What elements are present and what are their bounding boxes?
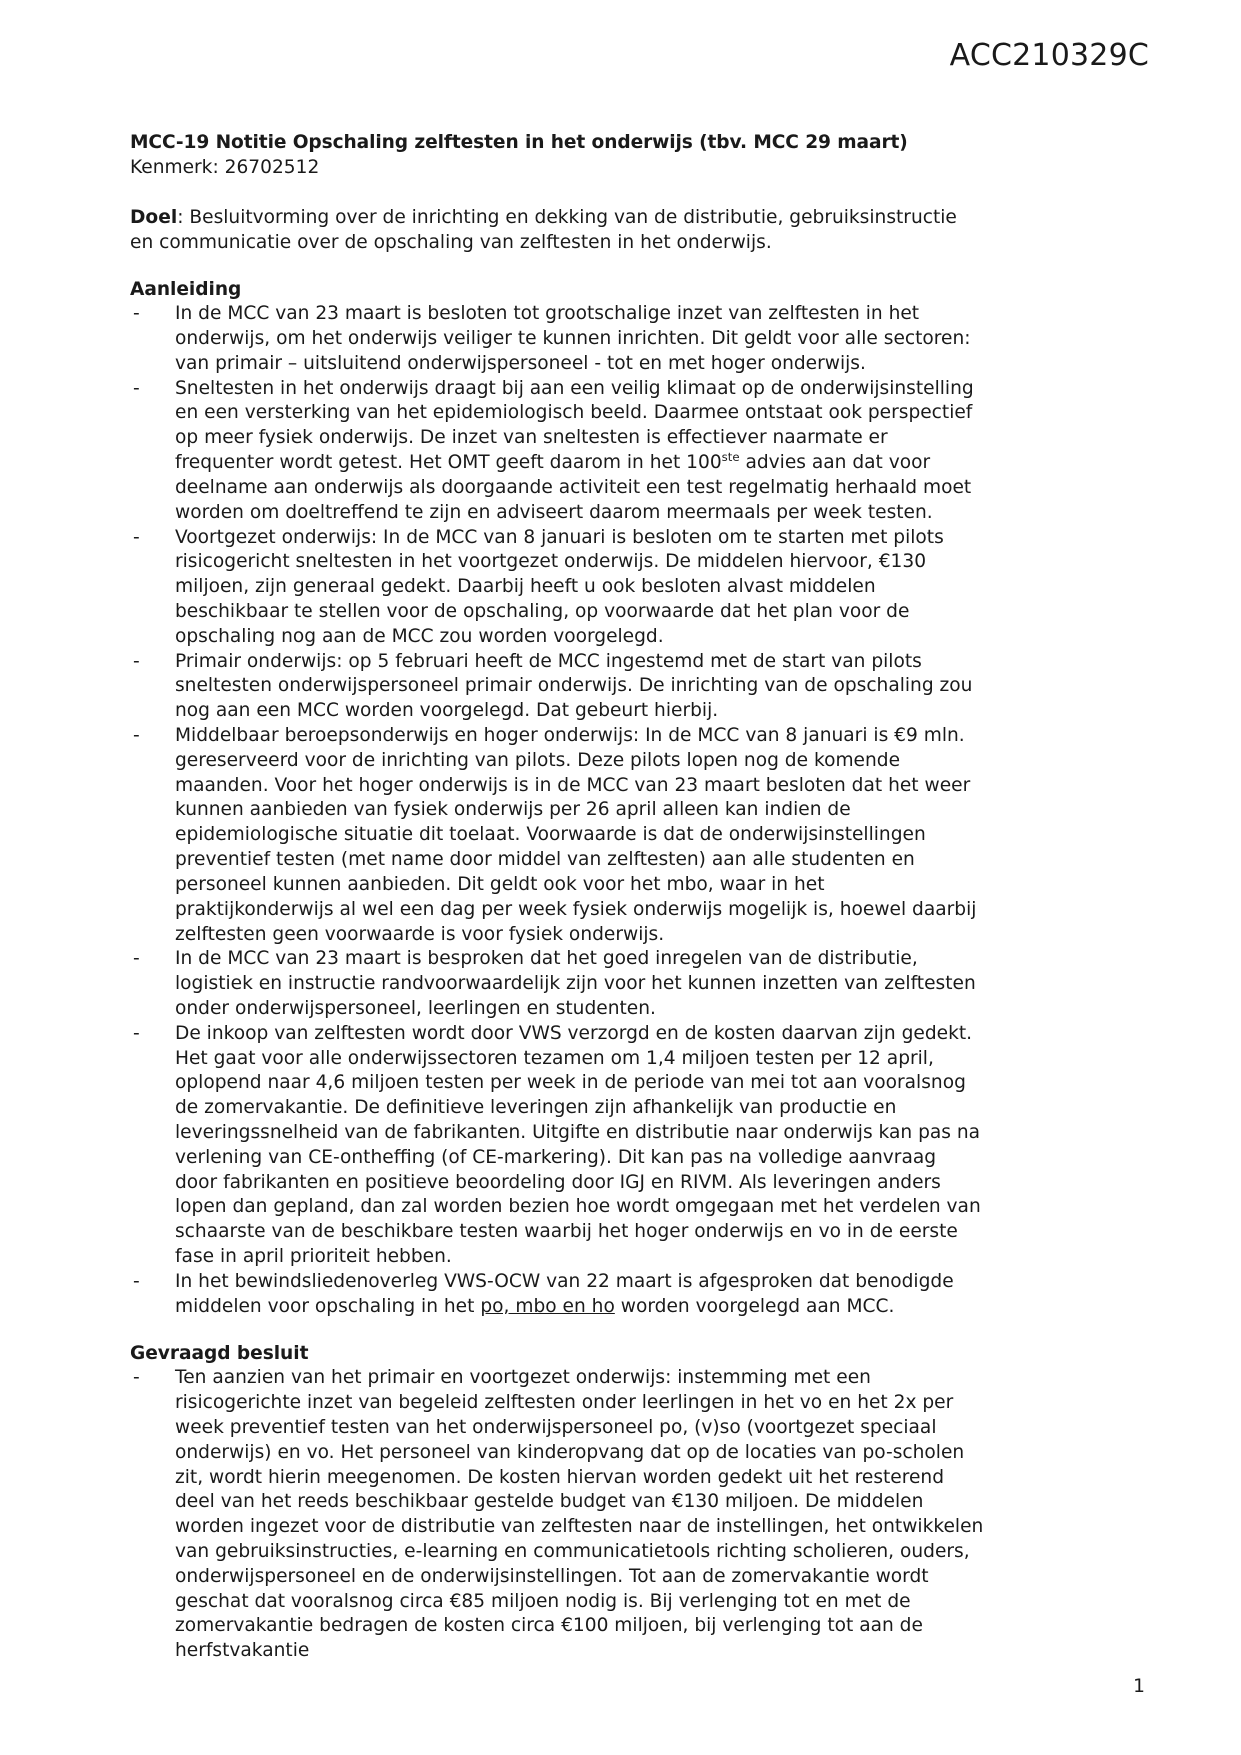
spacer: [130, 1320, 984, 1342]
list-item: [130, 1366, 984, 1664]
list-item: [130, 947, 984, 1021]
list-item-text: In de MCC van 23 maart is besproken dat het goed inregelen van de distributie, logistiek en instructie randvoorwaardelijk zijn voor het kunnen inzetten van zelftesten onder onderwijspersoneel, leerlingen en studenten.: [175, 948, 976, 1019]
list-item: [130, 302, 984, 376]
list-item-text: In de MCC van 23 maart is besloten tot grootschalige inzet van zelftesten in het onderwijs, om het onderwijs veiliger te kunnen inrichten. Dit geldt voor alle sectoren: van primair – uitsluitend onderwijspersoneel - tot en met hoger onderwijs.: [175, 303, 971, 374]
list-item-text: worden voorgelegd aan MCC.: [614, 1295, 895, 1317]
spacer: [130, 180, 984, 206]
dash-bullet-icon: -: [133, 1270, 140, 1292]
dash-bullet-icon: -: [133, 948, 140, 970]
purpose-paragraph: [130, 206, 984, 255]
dash-bullet-icon: -: [133, 1367, 140, 1389]
list-item: [130, 650, 984, 724]
document-code-header: ACC210329C: [949, 38, 1149, 73]
section-heading: Aanleiding: [130, 278, 242, 300]
list-item-text: In het bewindsliedenoverleg VWS-OCW van 22 maart is afgesproken dat benodigde middelen voor opschaling in het: [175, 1270, 954, 1317]
list-item: [130, 1270, 984, 1320]
page-title: MCC-19 Notitie Opschaling zelftesten in het onderwijs (tbv. MCC 29 maart): [130, 132, 908, 153]
list-item: [130, 377, 984, 526]
bullet-list: [130, 1366, 984, 1664]
dash-bullet-icon: -: [133, 650, 140, 672]
purpose-label: Doel: [130, 207, 178, 229]
bullet-list: [130, 302, 984, 1319]
list-item-text: Sneltesten in het onderwijs draagt bij aan een veilig klimaat op de onderwijsinstelling en een versterking van het epidemiologisch beeld. Daarmee ontstaat ook perspectief op meer fysiek onderwijs. De inzet van sneltesten is effectiever naarmate er frequenter wordt getest. Het OMT geeft daarom in het 100: [175, 377, 974, 474]
spacer: [130, 256, 984, 278]
dash-bullet-icon: -: [133, 526, 140, 548]
list-item-text: De inkoop van zelftesten wordt door VWS verzorgd en de kosten daarvan zijn gedekt. Het gaat voor alle onderwijssectoren tezamen om 1,4 miljoen testen per 12 april, oplopend naar 4,6 miljoen testen per week in de periode van mei tot aan vooralsnog de zomervakantie. De definitieve leveringen zijn afhankelijk van productie en leveringssnelheid van de fabrikanten. Uitgifte en distributie naar onderwijs kan pas na verlening van CE-ontheffing (of CE-markering). Dit kan pas na volledige aanvraag door fabrikanten en positieve beoordeling door IGJ en RIVM. Als leveringen anders lopen dan gepland, dan zal worden bezien hoe wordt omgegaan met het verdelen van schaarste van de beschikbare testen waarbij het hoger onderwijs en vo in de eerste fase in april prioriteit hebben.: [175, 1022, 981, 1268]
list-item-text: advies aan dat voor deelname aan onderwijs als doorgaande activiteit een test regelmatig herhaald moet worden om doeltreffend te zijn en adviseert daarom meermaals per week testen.: [175, 452, 972, 523]
dash-bullet-icon: -: [133, 1022, 140, 1044]
dash-bullet-icon: -: [133, 377, 140, 399]
ordinal-superscript: ste: [721, 449, 740, 464]
section-heading: Gevraagd besluit: [130, 1342, 309, 1364]
list-item: [130, 1022, 984, 1270]
list-item: [130, 724, 984, 947]
list-item-text: Primair onderwijs: op 5 februari heeft de MCC ingestemd met de start van pilots sneltesten onderwijspersoneel primair onderwijs. De inrichting van de opschaling zou nog aan een MCC worden voorgelegd. Dat gebeurt hierbij.: [175, 650, 973, 722]
list-item-text: Middelbaar beroepsonderwijs en hoger onderwijs: In de MCC van 8 januari is €9 mln. gereserveerd voor de inrichting van pilots. Deze pilots lopen nog de komende maanden. Voor het hoger onderwijs is in de MCC van 23 maart besloten dat het weer kunnen aanbieden van fysiek onderwijs per 26 april alleen kan indien de epidemiologische situatie dit toelaat. Voorwaarde is dat de onderwijsinstellingen preventief testen (met name door middel van zelftesten) aan alle studenten en personeel kunnen aanbieden. Dit geldt ook voor het mbo, waar in het praktijkonderwijs al wel een dag per week fysiek onderwijs mogelijk is, hoewel daarbij zelftesten geen voorwaarde is voor fysiek onderwijs.: [175, 725, 977, 945]
dash-bullet-icon: -: [133, 303, 140, 325]
page-number: 1: [1133, 1676, 1145, 1697]
list-item-text: Voortgezet onderwijs: In de MCC van 8 januari is besloten om te starten met pilots risicogericht sneltesten in het voortgezet onderwijs. De middelen hiervoor, €130 miljoen, zijn generaal gedekt. Daarbij heeft u ook besloten alvast middelen beschikbaar te stellen voor de opschaling, op voorwaarde dat het plan voor de opschaling nog aan de MCC zou worden voorgelegd.: [175, 526, 944, 647]
sections-container: [130, 278, 984, 1665]
underlined-text: po, mbo en ho: [480, 1295, 615, 1317]
list-item-text: Ten aanzien van het primair en voortgezet onderwijs: instemming met een risicogerichte inzet van begeleid zelftesten onder leerlingen in het vo en het 2x per week preventief testen van het onderwijspersoneel po, (v)so (voortgezet speciaal onderwijs) en vo. Het personeel van kinderopvang dat op de locaties van po-scholen zit, wordt hierin meegenomen. De kosten hiervan worden gedekt uit het resterend deel van het reeds beschikbaar gestelde budget van €130 miljoen. De middelen worden ingezet voor de distributie van zelftesten naar de instellingen, het ontwikkelen van gebruiksinstructies, e-learning en communicatietools richting scholieren, ouders, onderwijspersoneel en de onderwijsinstellingen. Tot aan de zomervakantie wordt geschat dat vooralsnog circa €85 miljoen nodig is. Bij verlenging tot en met de zomervakantie bedragen de kosten circa €100 miljoen, bij verlenging tot aan de herfstvakantie: [175, 1367, 984, 1662]
list-item: [130, 526, 984, 650]
dash-bullet-icon: -: [133, 725, 140, 747]
purpose-text: : Besluitvorming over de inrichting en dekking van de distributie, gebruiksinstructie en communicatie over de opschaling van zelftesten in het onderwijs.: [130, 207, 957, 253]
document-body: [130, 131, 984, 1664]
reference-line: Kenmerk: 26702512: [130, 156, 320, 178]
